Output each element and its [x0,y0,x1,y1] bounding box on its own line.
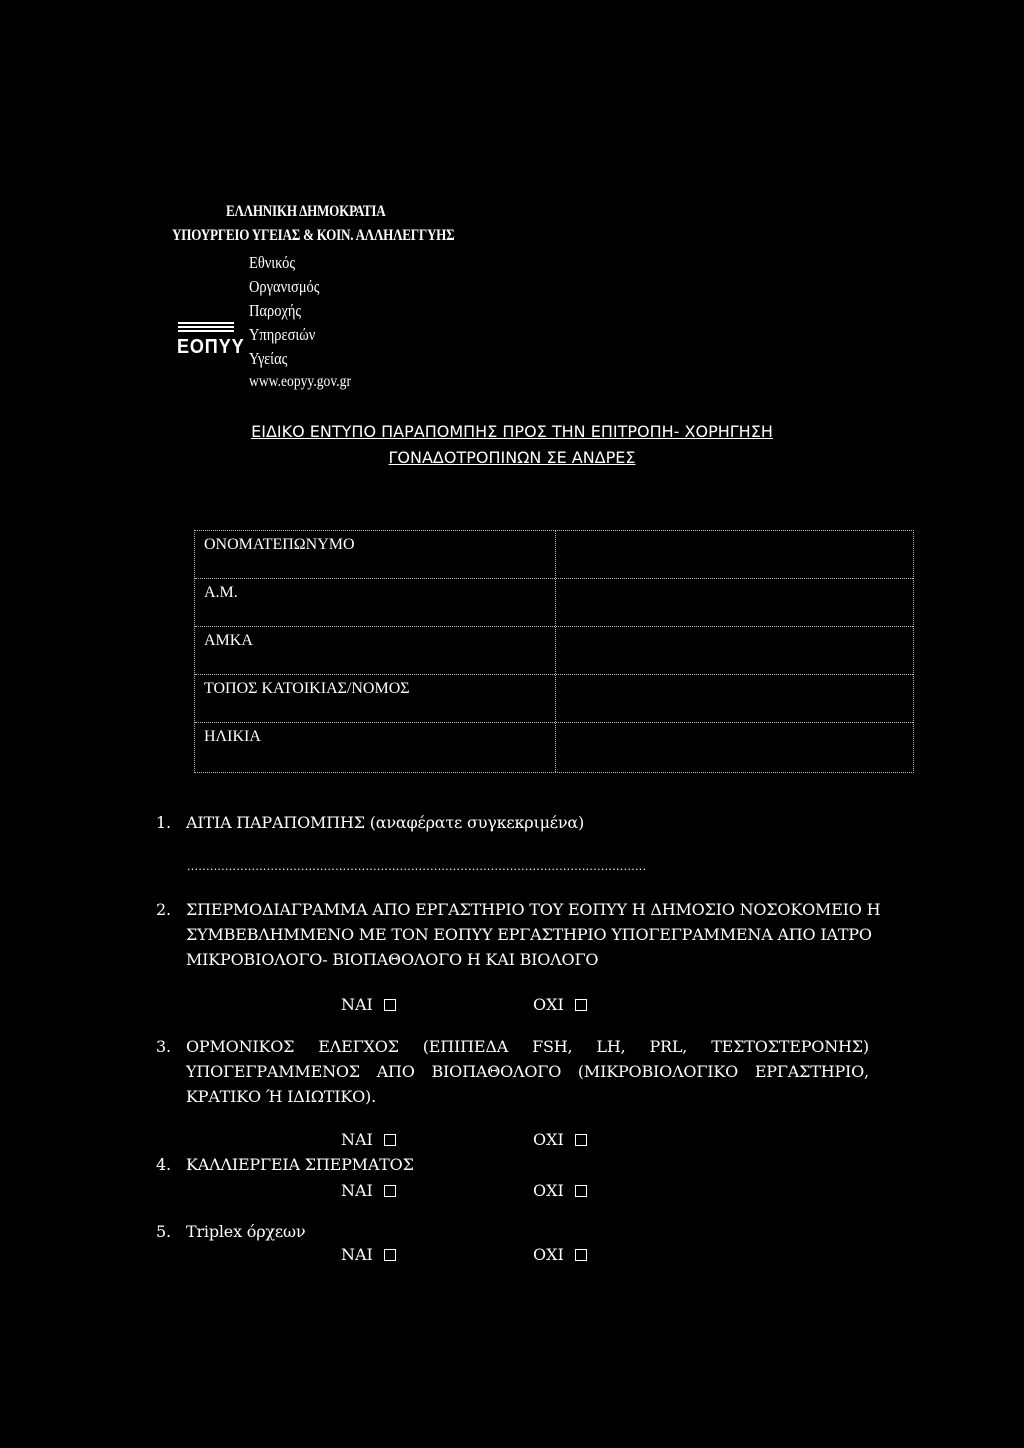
table-row [195,675,913,723]
q3-line-2 [186,1062,869,1081]
form-title-line-2: ΓΟΝΑΔΟΤΡΟΠΙΝΩΝ ΣΕ ΑΝΔΡΕΣ [388,448,636,467]
q2-line-3: ΜΙΚΡΟΒΙΟΛΟΓΟ- ΒΙΟΠΑΘΟΛΟΓΟ Η ΚΑΙ ΒΙΟΛΟΓΟ [186,950,599,969]
q3-word: ΟΡΜΟΝΙΚΟΣ [186,1037,295,1056]
q4-yes-checkbox[interactable] [384,1185,396,1197]
q5-number: 5. [156,1222,171,1241]
q1-answer-line[interactable]: ......................................................................................................................... [187,860,647,873]
logo-bars-icon [178,322,234,334]
org-line-3: Παροχής [249,301,302,320]
q2-yes-option[interactable] [341,995,396,1014]
q4-yes-option[interactable] [341,1181,396,1200]
q4-no-label: ΟΧΙ [533,1181,564,1200]
q3-line-1 [186,1037,869,1056]
q1-text: ΑΙΤΙΑ ΠΑΡΑΠΟΜΠΗΣ (αναφέρατε συγκεκριμένα) [186,813,585,832]
q3-word: ΕΡΓΑΣΤΗΡΙΟ, [754,1062,869,1081]
eopyy-logo: EOΠΥΥ [177,336,245,358]
q5-yes-option[interactable] [341,1245,396,1264]
q2-line-1: ΣΠΕΡΜΟΔΙΑΓΡΑΜΜΑ ΑΠΟ ΕΡΓΑΣΤΗΡΙΟ ΤΟΥ ΕΟΠΥΥ Η ΔΗΜΟΣΙΟ ΝΟΣΟΚΟΜΕΙΟ Η [186,900,881,919]
org-line-5: Υγείας [249,349,288,368]
org-line-1: Εθνικός [249,253,296,272]
q4-no-checkbox[interactable] [575,1185,587,1197]
q4-no-option[interactable] [533,1181,587,1200]
q5-no-label: ΟΧΙ [533,1245,564,1264]
q3-word: FSH, [532,1037,573,1056]
q2-yes-checkbox[interactable] [384,999,396,1011]
q3-word: PRL, [649,1037,688,1056]
q3-yes-label: ΝΑΙ [341,1130,373,1149]
q3-yes-checkbox[interactable] [384,1134,396,1146]
q3-no-option[interactable] [533,1130,587,1149]
table-row [195,627,913,675]
q5-text: Triplex όρχεων [186,1222,306,1241]
q5-no-option[interactable] [533,1245,587,1264]
q2-line-2: ΣΥΜΒΕΒΛΗΜΜΕΝΟ ΜΕ ΤΟΝ ΕΟΠΥΥ ΕΡΓΑΣΤΗΡΙΟ ΥΠΟΓΕΓΡΑΜΜΕΝΑ ΑΠΟ ΙΑΤΡΟ [186,925,872,944]
q1-number: 1. [156,813,171,832]
amka-label: ΑΜΚΑ [204,632,253,649]
table-row [195,723,913,772]
age-label: ΗΛΙΚΙΑ [204,728,261,745]
ministry-heading: ΥΠΟΥΡΓΕΙΟ ΥΓΕΙΑΣ & ΚΟΙΝ. ΑΛΛΗΛΕΓΓΥΗΣ [172,227,455,244]
am-label: Α.Μ. [204,584,238,601]
q3-line-3: ΚΡΑΤΙΚΟ Ή ΙΔΙΩΤΙΚΟ). [186,1087,376,1106]
table-row [195,579,913,627]
table-row [195,531,913,579]
q4-text: ΚΑΛΛΙΕΡΓΕΙΑ ΣΠΕΡΜΑΤΟΣ [186,1155,414,1174]
republic-heading: ΕΛΛΗΝΙΚΗ ΔΗΜΟΚΡΑΤΙΑ [226,203,386,220]
q3-no-checkbox[interactable] [575,1134,587,1146]
q4-yes-label: ΝΑΙ [341,1181,373,1200]
org-line-2: Οργανισμός [249,277,320,296]
residence-field[interactable] [555,675,913,722]
q4-number: 4. [156,1155,171,1174]
q3-yes-option[interactable] [341,1130,396,1149]
q3-number: 3. [156,1037,171,1056]
q3-word: (ΜΙΚΡΟΒΙΟΛΟΓΙΚΟ [577,1062,739,1081]
q3-word: (ΕΠΙΠΕΔΑ [422,1037,509,1056]
q3-word: LH, [596,1037,626,1056]
org-line-4: Υπηρεσιών [249,325,316,344]
name-field[interactable] [555,531,913,578]
q2-yes-label: ΝΑΙ [341,995,373,1014]
age-field[interactable] [555,723,913,772]
q2-no-checkbox[interactable] [575,999,587,1011]
q5-no-checkbox[interactable] [575,1249,587,1261]
q2-no-label: ΟΧΙ [533,995,564,1014]
residence-label: ΤΟΠΟΣ ΚΑΤΟΙΚΙΑΣ/ΝΟΜΟΣ [204,680,410,697]
q3-no-label: ΟΧΙ [533,1130,564,1149]
q3-word: ΒΙΟΠΑΘΟΛΟΓΟ [431,1062,562,1081]
q3-word: ΥΠΟΓΕΓΡΑΜΜΕΝΟΣ [186,1062,360,1081]
am-field[interactable] [555,579,913,626]
q2-no-option[interactable] [533,995,587,1014]
patient-info-table [194,530,914,773]
q3-word: ΑΠΟ [376,1062,415,1081]
form-title-line-1: ΕΙΔΙΚΟ ΕΝΤΥΠΟ ΠΑΡΑΠΟΜΠΗΣ ΠΡΟΣ ΤΗΝ ΕΠΙΤΡΟΠΗ- ΧΟΡΗΓΗΣΗ [251,422,773,441]
q5-yes-label: ΝΑΙ [341,1245,373,1264]
amka-field[interactable] [555,627,913,674]
q2-number: 2. [156,900,171,919]
q3-word: ΕΛΕΓΧΟΣ [318,1037,399,1056]
q3-word: ΤΕΣΤΟΣΤΕΡΟΝΗΣ) [711,1037,869,1056]
website-text: www.eopyy.gov.gr [249,373,351,390]
name-label: ΟΝΟΜΑΤΕΠΩΝΥΜΟ [204,536,355,553]
q5-yes-checkbox[interactable] [384,1249,396,1261]
